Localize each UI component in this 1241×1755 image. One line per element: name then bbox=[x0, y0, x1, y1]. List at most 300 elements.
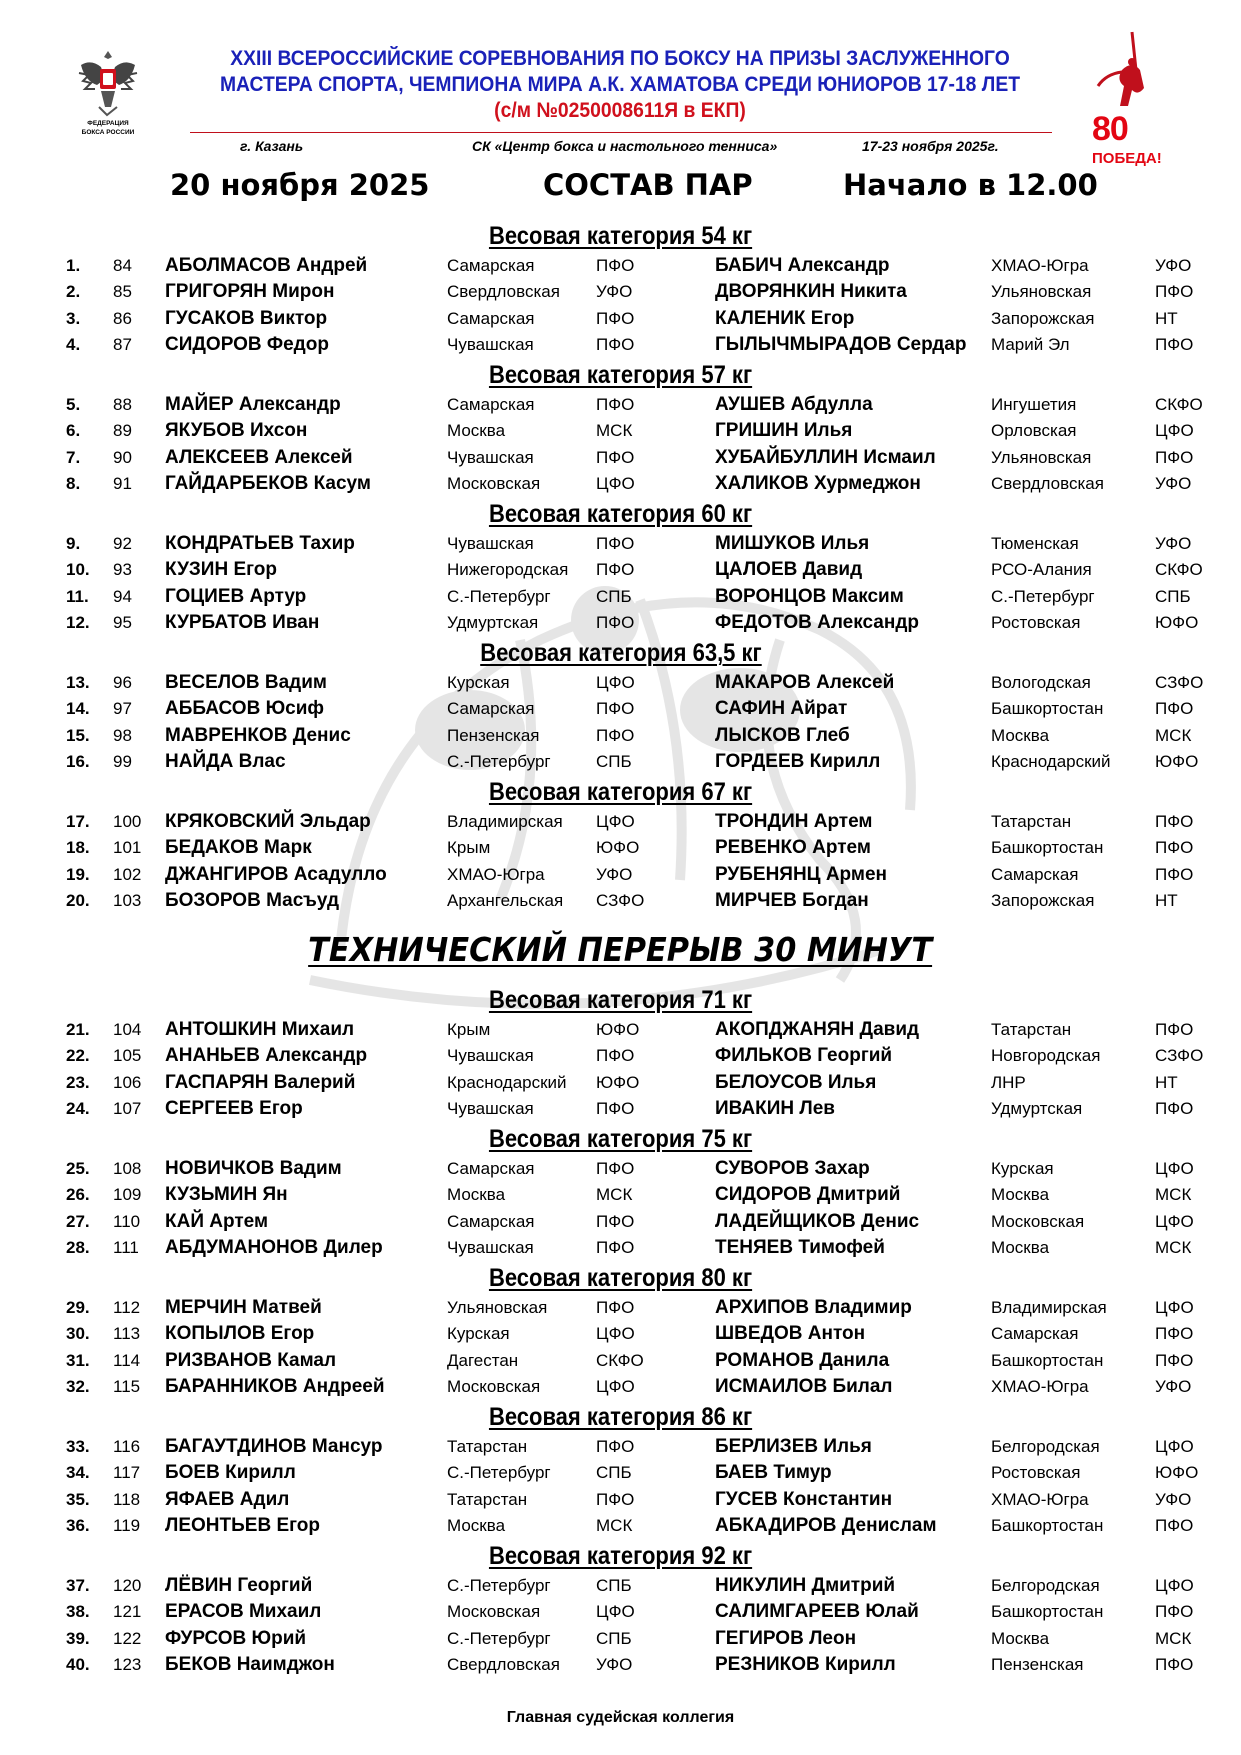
corner-a-district: ПФО bbox=[596, 335, 635, 354]
bout-row bbox=[0, 1235, 1241, 1261]
corner-b-region: Белгородская bbox=[991, 1437, 1100, 1456]
corner-a-district: СПБ bbox=[596, 752, 632, 771]
corner-a-region: Самарская bbox=[447, 1159, 535, 1178]
title-line-2: МАСТЕРА СПОРТА, ЧЕМПИОНА МИРА А.К. ХАМАТОВА СРЕДИ ЮНИОРОВ 17-18 ЛЕТ bbox=[219, 73, 1021, 96]
corner-a-district: ПФО bbox=[596, 1159, 635, 1178]
corner-a-district: ПФО bbox=[596, 1437, 635, 1456]
corner-a-name: АНАНЬЕВ Александр bbox=[165, 1045, 368, 1066]
corner-b-district: ЦФО bbox=[1155, 1212, 1194, 1231]
corner-b-region: Башкортостан bbox=[991, 1351, 1104, 1370]
corner-a-name: НОВИЧКОВ Вадим bbox=[165, 1158, 342, 1179]
bout-row bbox=[0, 1043, 1241, 1069]
corner-b-name: АКОПДЖАНЯН Давид bbox=[715, 1019, 920, 1040]
corner-a-name: СЕРГЕЕВ Егор bbox=[165, 1098, 303, 1119]
corner-a-region: Архангельская bbox=[447, 891, 564, 910]
corner-b-district: УФО bbox=[1155, 534, 1192, 553]
corner-b-region: Свердловская bbox=[991, 474, 1104, 493]
bout-number: 22. bbox=[66, 1046, 90, 1065]
corner-a-name: АБОЛМАСОВ Андрей bbox=[165, 255, 368, 276]
corner-b-region: Ростовская bbox=[991, 1463, 1081, 1482]
bout-id: 113 bbox=[113, 1324, 141, 1343]
corner-a-district: ПФО bbox=[596, 1212, 635, 1231]
bout-number: 16. bbox=[66, 752, 90, 771]
corner-a-district: УФО bbox=[596, 865, 633, 884]
corner-b-region: Москва bbox=[991, 726, 1050, 745]
page-heading: СОСТАВ ПАР bbox=[543, 168, 753, 202]
bout-row bbox=[0, 1599, 1241, 1625]
bout-number: 34. bbox=[66, 1463, 90, 1482]
bout-row bbox=[0, 279, 1241, 305]
corner-a-district: ПФО bbox=[596, 1490, 635, 1509]
bout-id: 90 bbox=[113, 448, 132, 467]
corner-a-name: КРЯКОВСКИЙ Эльдар bbox=[165, 811, 371, 832]
corner-a-district: СЗФО bbox=[596, 891, 645, 910]
bout-row bbox=[0, 557, 1241, 583]
corner-b-district: УФО bbox=[1155, 1490, 1192, 1509]
bout-id: 107 bbox=[113, 1099, 142, 1118]
bout-id: 97 bbox=[113, 699, 132, 718]
bout-row bbox=[0, 862, 1241, 888]
event-venue: СК «Центр бокса и настольного тенниса» bbox=[472, 138, 778, 154]
bout-id: 122 bbox=[113, 1629, 142, 1648]
corner-b-name: БАБИЧ Александр bbox=[715, 255, 890, 276]
bout-id: 84 bbox=[113, 256, 132, 275]
bout-row bbox=[0, 1209, 1241, 1235]
corner-a-district: ПФО bbox=[596, 448, 635, 467]
corner-a-region: Нижегородская bbox=[447, 560, 569, 579]
corner-b-region: Краснодарский bbox=[991, 752, 1111, 771]
bout-row bbox=[0, 1513, 1241, 1539]
weight-category-label: Весовая категория 63,5 кг bbox=[479, 639, 762, 667]
corner-b-name: МИРЧЕВ Богдан bbox=[715, 890, 869, 911]
bout-id: 91 bbox=[113, 474, 132, 493]
corner-a-name: ГАЙДАРБЕКОВ Касум bbox=[165, 473, 371, 494]
corner-a-district: ПФО bbox=[596, 534, 635, 553]
corner-a-region: Дагестан bbox=[447, 1351, 519, 1370]
bout-id: 115 bbox=[113, 1377, 141, 1396]
victory-80-logo bbox=[1088, 30, 1168, 170]
corner-b-region: Башкортостан bbox=[991, 1602, 1104, 1621]
bout-row bbox=[0, 888, 1241, 914]
start-time: Начало в 12.00 bbox=[843, 168, 1098, 202]
corner-b-district: ЦФО bbox=[1155, 1437, 1194, 1456]
event-dates: 17-23 ноября 2025г. bbox=[862, 138, 999, 154]
corner-b-region: Запорожская bbox=[991, 309, 1095, 328]
corner-a-district: ПФО bbox=[596, 613, 635, 632]
corner-a-region: Московская bbox=[447, 1602, 541, 1621]
corner-a-name: БЕКОВ Наимджон bbox=[165, 1654, 335, 1675]
corner-b-name: ФИЛЬКОВ Георгий bbox=[715, 1045, 893, 1066]
corner-b-name: ТЕНЯЕВ Тимофей bbox=[715, 1237, 885, 1258]
corner-b-region: Белгородская bbox=[991, 1576, 1100, 1595]
corner-a-district: СПБ bbox=[596, 1629, 632, 1648]
corner-a-name: БОЕВ Кирилл bbox=[165, 1462, 296, 1483]
corner-b-name: ЛАДЕЙЩИКОВ Денис bbox=[715, 1211, 920, 1232]
corner-b-region: С.-Петербург bbox=[991, 587, 1095, 606]
corner-a-district: СКФО bbox=[596, 1351, 644, 1370]
corner-b-name: АУШЕВ Абдулла bbox=[715, 394, 873, 415]
bout-id: 108 bbox=[113, 1159, 142, 1178]
corner-a-region: С.-Петербург bbox=[447, 587, 551, 606]
corner-a-region: Москва bbox=[447, 1516, 506, 1535]
corner-b-district: ПФО bbox=[1155, 335, 1194, 354]
bout-id: 100 bbox=[113, 812, 142, 831]
corner-a-district: ПФО bbox=[596, 560, 635, 579]
corner-b-name: ШВЕДОВ Антон bbox=[715, 1323, 866, 1344]
corner-a-region: Курская bbox=[447, 673, 510, 692]
bout-number: 29. bbox=[66, 1298, 90, 1317]
bout-row bbox=[0, 1374, 1241, 1400]
bout-row bbox=[0, 306, 1241, 332]
corner-a-district: ПФО bbox=[596, 699, 635, 718]
corner-a-district: ЮФО bbox=[596, 1020, 640, 1039]
bout-row bbox=[0, 531, 1241, 557]
corner-a-region: Ульяновская bbox=[447, 1298, 548, 1317]
corner-a-region: Московская bbox=[447, 474, 541, 493]
bout-number: 37. bbox=[66, 1576, 90, 1595]
corner-a-name: МЕРЧИН Матвей bbox=[165, 1297, 322, 1318]
bout-row bbox=[0, 1652, 1241, 1678]
corner-a-name: АЛЕКСЕЕВ Алексей bbox=[165, 447, 353, 468]
corner-a-name: КУРБАТОВ Иван bbox=[165, 612, 320, 633]
bout-number: 15. bbox=[66, 726, 90, 745]
corner-a-name: ЯКУБОВ Ихсон bbox=[165, 420, 308, 441]
corner-b-name: БЕРЛИЗЕВ Илья bbox=[715, 1436, 872, 1457]
bout-row bbox=[0, 1182, 1241, 1208]
bout-id: 114 bbox=[113, 1351, 141, 1370]
bout-number: 5. bbox=[66, 395, 81, 414]
corner-a-district: МСК bbox=[596, 421, 633, 440]
bout-id: 110 bbox=[113, 1212, 141, 1231]
bout-row bbox=[0, 1487, 1241, 1513]
corner-a-region: Владимирская bbox=[447, 812, 563, 831]
bout-id: 102 bbox=[113, 865, 142, 884]
bout-id: 95 bbox=[113, 613, 132, 632]
bout-number: 1. bbox=[66, 256, 81, 275]
corner-b-name: ИСМАИЛОВ Билал bbox=[715, 1376, 893, 1397]
corner-b-district: ПФО bbox=[1155, 1602, 1194, 1621]
corner-b-district: ПФО bbox=[1155, 448, 1194, 467]
corner-a-region: Самарская bbox=[447, 309, 535, 328]
corner-a-district: ПФО bbox=[596, 309, 635, 328]
corner-a-name: ВЕСЕЛОВ Вадим bbox=[165, 672, 327, 693]
corner-a-region: Самарская bbox=[447, 699, 535, 718]
corner-a-district: ЦФО bbox=[596, 1602, 635, 1621]
bout-id: 120 bbox=[113, 1576, 142, 1595]
corner-a-name: ЕРАСОВ Михаил bbox=[165, 1601, 322, 1622]
bout-row bbox=[0, 1434, 1241, 1460]
corner-b-region: ХМАО-Югра bbox=[991, 256, 1089, 275]
corner-b-name: НИКУЛИН Дмитрий bbox=[715, 1575, 896, 1596]
corner-b-district: ПФО bbox=[1155, 1099, 1194, 1118]
bout-id: 99 bbox=[113, 752, 132, 771]
technical-break-text: ТЕХНИЧЕСКИЙ ПЕРЕРЫВ 30 МИНУТ bbox=[308, 930, 933, 969]
corner-b-district: УФО bbox=[1155, 474, 1192, 493]
corner-a-region: Чувашская bbox=[447, 534, 534, 553]
header-divider bbox=[190, 132, 1052, 133]
bout-id: 111 bbox=[113, 1238, 139, 1257]
corner-b-district: НТ bbox=[1155, 309, 1178, 328]
bout-number: 39. bbox=[66, 1629, 90, 1648]
weight-category-label: Весовая категория 67 кг bbox=[488, 778, 753, 806]
weight-category-header bbox=[0, 500, 1241, 529]
bout-row bbox=[0, 332, 1241, 358]
bout-id: 118 bbox=[113, 1490, 141, 1509]
bout-row bbox=[0, 809, 1241, 835]
corner-b-name: РОМАНОВ Данила bbox=[715, 1350, 890, 1371]
bout-number: 33. bbox=[66, 1437, 90, 1456]
corner-a-name: АББАСОВ Юсиф bbox=[165, 698, 325, 719]
logo-caption-line1: ФЕДЕРАЦИЯ bbox=[87, 120, 129, 127]
corner-b-region: Владимирская bbox=[991, 1298, 1107, 1317]
bout-row bbox=[0, 1096, 1241, 1122]
corner-b-district: ЮФО bbox=[1155, 752, 1199, 771]
bout-row bbox=[0, 1348, 1241, 1374]
corner-a-district: ПФО bbox=[596, 256, 635, 275]
double-eagle-icon bbox=[77, 45, 139, 119]
corner-b-district: ЦФО bbox=[1155, 1576, 1194, 1595]
corner-a-district: МСК bbox=[596, 1516, 633, 1535]
corner-b-region: Ульяновская bbox=[991, 448, 1092, 467]
bout-id: 87 bbox=[113, 335, 132, 354]
bout-number: 27. bbox=[66, 1212, 90, 1231]
corner-a-region: Татарстан bbox=[447, 1490, 528, 1509]
corner-a-district: СПБ bbox=[596, 1463, 632, 1482]
bout-number: 23. bbox=[66, 1073, 90, 1092]
corner-a-name: ФУРСОВ Юрий bbox=[165, 1628, 307, 1649]
corner-a-region: Чувашская bbox=[447, 1238, 534, 1257]
corner-a-name: КОПЫЛОВ Егор bbox=[165, 1323, 315, 1344]
bout-row bbox=[0, 1070, 1241, 1096]
corner-a-district: ПФО bbox=[596, 726, 635, 745]
corner-a-district: УФО bbox=[596, 282, 633, 301]
corner-a-name: ГОЦИЕВ Артур bbox=[165, 586, 307, 607]
corner-b-name: САФИН Айрат bbox=[715, 698, 848, 719]
corner-a-district: ЮФО bbox=[596, 838, 640, 857]
bout-number: 36. bbox=[66, 1516, 90, 1535]
corner-a-name: НАЙДА Влас bbox=[165, 751, 286, 772]
bout-id: 121 bbox=[113, 1602, 142, 1621]
corner-b-name: АРХИПОВ Владимир bbox=[715, 1297, 912, 1318]
corner-a-region: Чувашская bbox=[447, 1046, 534, 1065]
corner-a-district: ЦФО bbox=[596, 474, 635, 493]
weight-category-label: Весовая категория 80 кг bbox=[488, 1264, 753, 1292]
bout-row bbox=[0, 835, 1241, 861]
corner-b-name: ТРОНДИН Артем bbox=[715, 811, 873, 832]
corner-a-region: Курская bbox=[447, 1324, 510, 1343]
bout-id: 106 bbox=[113, 1073, 142, 1092]
corner-b-name: РЕЗНИКОВ Кирилл bbox=[715, 1654, 896, 1675]
footer-signature: Главная судейская коллегия bbox=[506, 1709, 735, 1726]
corner-a-district: ПФО bbox=[596, 1099, 635, 1118]
corner-a-region: Крым bbox=[447, 1020, 491, 1039]
corner-b-district: ЮФО bbox=[1155, 1463, 1199, 1482]
bout-row bbox=[0, 392, 1241, 418]
corner-a-district: СПБ bbox=[596, 1576, 632, 1595]
corner-b-region: Марий Эл bbox=[991, 335, 1070, 354]
corner-b-district: ПФО bbox=[1155, 699, 1194, 718]
bout-number: 7. bbox=[66, 448, 81, 467]
bout-row bbox=[0, 610, 1241, 636]
corner-a-name: АБДУМАНОНОВ Дилер bbox=[165, 1237, 383, 1258]
corner-b-region: Татарстан bbox=[991, 1020, 1072, 1039]
corner-b-region: Новгородская bbox=[991, 1046, 1101, 1065]
weight-category-label: Весовая категория 54 кг bbox=[488, 222, 753, 250]
corner-b-region: Татарстан bbox=[991, 812, 1072, 831]
weight-category-header bbox=[0, 1542, 1241, 1571]
corner-a-district: ЦФО bbox=[596, 1324, 635, 1343]
corner-b-region: Удмуртская bbox=[991, 1099, 1083, 1118]
corner-b-region: РСО-Алания bbox=[991, 560, 1092, 579]
event-title bbox=[215, 46, 1025, 124]
corner-b-name: ДВОРЯНКИН Никита bbox=[715, 281, 907, 302]
corner-b-district: МСК bbox=[1155, 1629, 1192, 1648]
corner-a-district: МСК bbox=[596, 1185, 633, 1204]
corner-a-region: Татарстан bbox=[447, 1437, 528, 1456]
corner-a-region: Москва bbox=[447, 421, 506, 440]
bout-number: 25. bbox=[66, 1159, 90, 1178]
bout-row bbox=[0, 1156, 1241, 1182]
bout-row bbox=[0, 253, 1241, 279]
bout-id: 88 bbox=[113, 395, 132, 414]
corner-b-region: Башкортостан bbox=[991, 699, 1104, 718]
bout-number: 13. bbox=[66, 673, 90, 692]
bout-number: 40. bbox=[66, 1655, 90, 1674]
corner-b-district: ПФО bbox=[1155, 1655, 1194, 1674]
corner-b-name: ГУСЕВ Константин bbox=[715, 1489, 893, 1510]
corner-b-region: Московская bbox=[991, 1212, 1085, 1231]
corner-a-name: БЕДАКОВ Марк bbox=[165, 837, 312, 858]
corner-b-name: ЛЫСКОВ Глеб bbox=[715, 725, 850, 746]
boxing-federation-logo bbox=[68, 45, 148, 145]
corner-a-region: Москва bbox=[447, 1185, 506, 1204]
bout-id: 116 bbox=[113, 1437, 141, 1456]
bout-number: 35. bbox=[66, 1490, 90, 1509]
bout-id: 85 bbox=[113, 282, 132, 301]
corner-b-region: Орловская bbox=[991, 421, 1077, 440]
weight-category-header bbox=[0, 1125, 1241, 1154]
corner-a-name: ГУСАКОВ Виктор bbox=[165, 308, 328, 329]
corner-b-district: НТ bbox=[1155, 891, 1178, 910]
corner-b-district: ЦФО bbox=[1155, 1159, 1194, 1178]
corner-a-region: Крым bbox=[447, 838, 491, 857]
corner-a-name: БОЗОРОВ Масъуд bbox=[165, 890, 340, 911]
corner-b-name: ЦАЛОЕВ Давид bbox=[715, 559, 863, 580]
corner-b-name: ГОРДЕЕВ Кирилл bbox=[715, 751, 881, 772]
corner-b-district: ЦФО bbox=[1155, 1298, 1194, 1317]
bout-id: 109 bbox=[113, 1185, 142, 1204]
corner-b-region: Башкортостан bbox=[991, 838, 1104, 857]
corner-b-region: Запорожская bbox=[991, 891, 1095, 910]
corner-a-region: ХМАО-Югра bbox=[447, 865, 545, 884]
bout-number: 10. bbox=[66, 560, 90, 579]
bout-number: 9. bbox=[66, 534, 81, 553]
bout-number: 2. bbox=[66, 282, 81, 301]
corner-b-region: Москва bbox=[991, 1629, 1050, 1648]
corner-b-district: ПФО bbox=[1155, 838, 1194, 857]
corner-b-district: УФО bbox=[1155, 1377, 1192, 1396]
corner-b-region: ЛНР bbox=[991, 1073, 1026, 1092]
corner-a-district: СПБ bbox=[596, 587, 632, 606]
corner-a-name: АНТОШКИН Михаил bbox=[165, 1019, 355, 1040]
bout-id: 104 bbox=[113, 1020, 142, 1039]
corner-b-district: МСК bbox=[1155, 726, 1192, 745]
weight-category-label: Весовая категория 92 кг bbox=[488, 1542, 753, 1570]
bout-row bbox=[0, 1573, 1241, 1599]
corner-a-region: С.-Петербург bbox=[447, 1576, 551, 1595]
corner-a-district: ЮФО bbox=[596, 1073, 640, 1092]
corner-b-name: САЛИМГАРЕЕВ Юлай bbox=[715, 1601, 919, 1622]
corner-a-name: МАЙЕР Александр bbox=[165, 394, 341, 415]
corner-a-region: Чувашская bbox=[447, 448, 534, 467]
corner-a-name: ГРИГОРЯН Мирон bbox=[165, 281, 335, 302]
corner-b-district: ПФО bbox=[1155, 1516, 1194, 1535]
corner-b-name: БАЕВ Тимур bbox=[715, 1462, 832, 1483]
corner-a-name: КУЗЬМИН Ян bbox=[165, 1184, 288, 1205]
technical-break-banner bbox=[0, 930, 1241, 969]
corner-b-region: Ростовская bbox=[991, 613, 1081, 632]
bout-number: 8. bbox=[66, 474, 81, 493]
weight-category-header bbox=[0, 1403, 1241, 1432]
corner-a-region: Чувашская bbox=[447, 335, 534, 354]
corner-b-region: Самарская bbox=[991, 1324, 1079, 1343]
weight-category-header bbox=[0, 361, 1241, 390]
corner-b-name: ВОРОНЦОВ Максим bbox=[715, 586, 904, 607]
weight-category-label: Весовая категория 86 кг bbox=[488, 1403, 753, 1431]
corner-a-region: Пензенская bbox=[447, 726, 540, 745]
corner-b-district: СКФО bbox=[1155, 395, 1203, 414]
corner-b-name: РЕВЕНКО Артем bbox=[715, 837, 871, 858]
corner-a-region: С.-Петербург bbox=[447, 752, 551, 771]
corner-b-district: СЗФО bbox=[1155, 1046, 1204, 1065]
corner-a-name: ДЖАНГИРОВ Асадулло bbox=[165, 864, 387, 885]
bout-row bbox=[0, 1460, 1241, 1486]
weight-category-label: Весовая категория 75 кг bbox=[488, 1125, 753, 1153]
weight-category-label: Весовая категория 57 кг bbox=[488, 361, 753, 389]
corner-b-district: УФО bbox=[1155, 256, 1192, 275]
corner-b-region: Ингушетия bbox=[991, 395, 1077, 414]
bout-number: 12. bbox=[66, 613, 90, 632]
corner-a-region: Чувашская bbox=[447, 1099, 534, 1118]
corner-b-region: Ульяновская bbox=[991, 282, 1092, 301]
corner-a-name: ЯФАЕВ Адил bbox=[165, 1489, 290, 1510]
bout-id: 112 bbox=[113, 1298, 141, 1317]
title-line-3: (с/м №0250008611Я в ЕКП) bbox=[494, 99, 746, 122]
bout-id: 103 bbox=[113, 891, 142, 910]
corner-a-region: Удмуртская bbox=[447, 613, 539, 632]
bout-id: 98 bbox=[113, 726, 132, 745]
bout-number: 19. bbox=[66, 865, 90, 884]
bout-number: 21. bbox=[66, 1020, 90, 1039]
corner-b-name: БЕЛОУСОВ Илья bbox=[715, 1072, 877, 1093]
bout-number: 32. bbox=[66, 1377, 90, 1396]
corner-b-district: ПФО bbox=[1155, 282, 1194, 301]
corner-b-region: Самарская bbox=[991, 865, 1079, 884]
corner-b-district: ЦФО bbox=[1155, 421, 1194, 440]
bout-id: 101 bbox=[113, 838, 142, 857]
corner-b-district: СКФО bbox=[1155, 560, 1203, 579]
corner-a-region: Самарская bbox=[447, 256, 535, 275]
weight-category-header bbox=[0, 986, 1241, 1015]
corner-a-name: СИДОРОВ Федор bbox=[165, 334, 329, 355]
bout-number: 18. bbox=[66, 838, 90, 857]
corner-a-name: КУЗИН Егор bbox=[165, 559, 277, 580]
bout-number: 14. bbox=[66, 699, 90, 718]
bout-row bbox=[0, 418, 1241, 444]
corner-b-name: ГЫЛЫЧМЫРАДОВ Сердар bbox=[715, 334, 967, 355]
corner-b-region: ХМАО-Югра bbox=[991, 1377, 1089, 1396]
corner-a-region: Свердловская bbox=[447, 1655, 560, 1674]
